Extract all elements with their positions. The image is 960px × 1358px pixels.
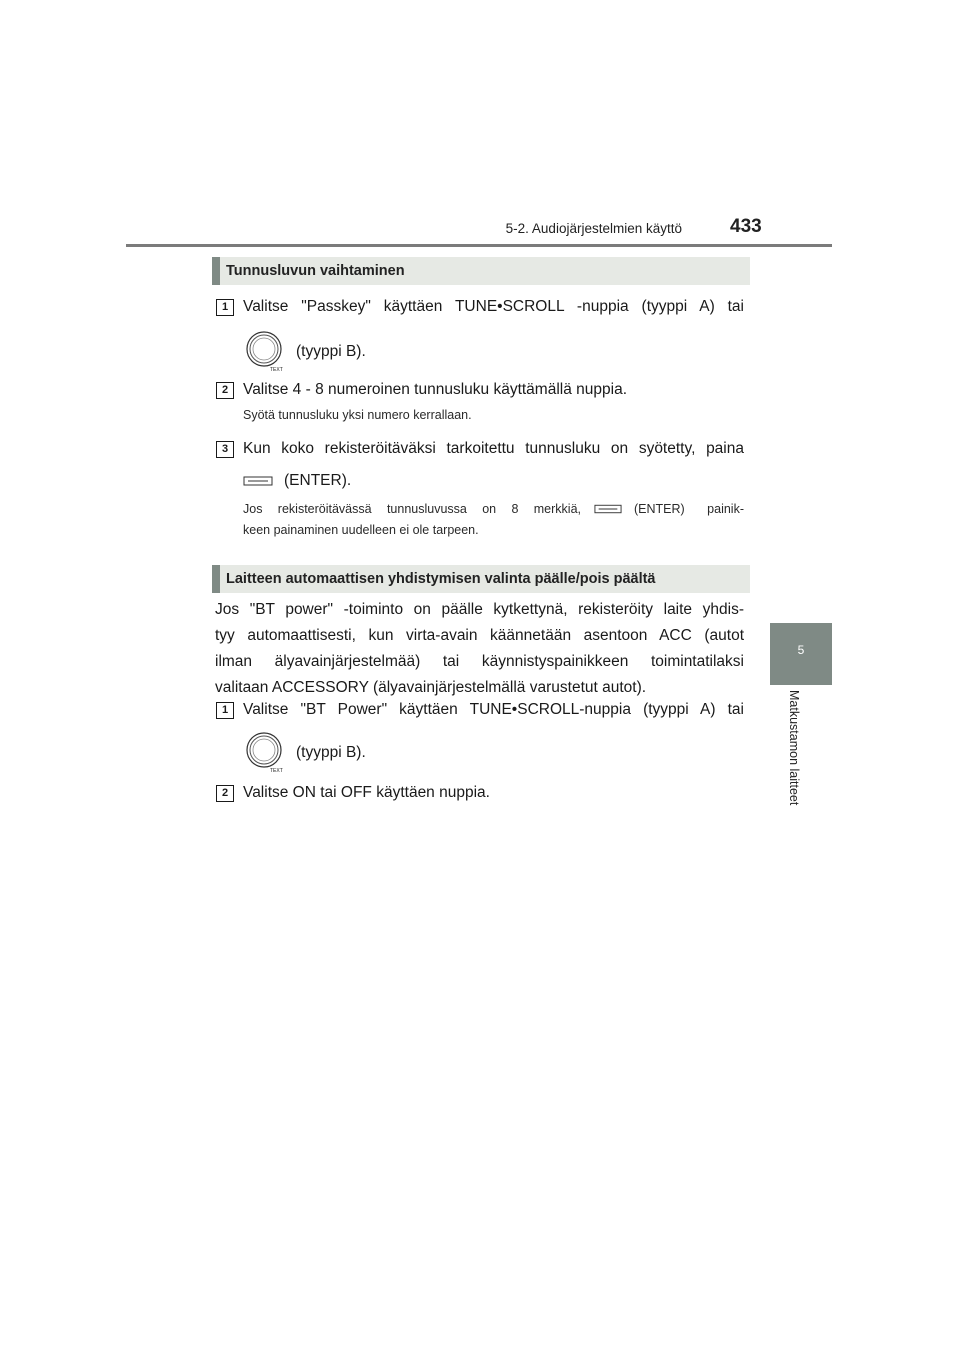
step-number-badge: 2 xyxy=(216,382,234,399)
step-number-badge: 1 xyxy=(216,702,234,719)
knob-label: TEXT xyxy=(270,768,283,774)
step-note: Syötä tunnusluku yksi numero kerrallaan. xyxy=(243,408,472,422)
step-text: Valitse "BT Power" käyttäen TUNE•SCROLL-nuppia (tyyppi A) tai xyxy=(243,701,744,718)
chapter-side-tab xyxy=(770,623,832,685)
step-note: Jos rekisteröitävässä tunnusluvussa on 8 merkkiä, xyxy=(243,502,581,516)
chapter-header-title: 5-2. Audiojärjestelmien käyttö xyxy=(505,221,682,236)
section-title: Laitteen automaattisen yhdistymisen valinta päälle/pois päältä xyxy=(226,571,656,587)
page-number: 433 xyxy=(730,216,762,237)
step-continuation: (tyyppi B). xyxy=(296,343,366,360)
step-note: keen painaminen uudelleen ei ole tarpeen. xyxy=(243,523,479,537)
intro-line: ilman älyavainjärjestelmää) tai käynnistyspainikkeen toimintatilaksi xyxy=(215,653,744,670)
intro-line: valitaan ACCESSORY (älyavainjärjestelmällä varustetut autot). xyxy=(215,679,647,696)
step-text: Valitse ON tai OFF käyttäen nuppia. xyxy=(243,784,490,801)
intro-line: tyy automaattisesti, kun virta-avain käännetään asentoon ACC (autot xyxy=(215,627,744,644)
enter-button-icon xyxy=(594,504,622,514)
chapter-number: 5 xyxy=(797,643,805,657)
section-title: Tunnusluvun vaihtaminen xyxy=(226,263,405,279)
step-text: Valitse 4 - 8 numeroinen tunnusluku käyttämällä nuppia. xyxy=(243,381,627,398)
section-heading-passkey xyxy=(212,257,750,285)
step-text: Valitse "Passkey" käyttäen TUNE•SCROLL -nuppia (tyyppi A) tai xyxy=(243,298,744,315)
step-text: Kun koko rekisteröitäväksi tarkoitettu tunnusluku on syötetty, paina xyxy=(243,440,744,457)
step-continuation: (ENTER). xyxy=(284,472,352,489)
tune-scroll-knob-icon xyxy=(243,730,289,774)
step-number-badge: 3 xyxy=(216,441,234,458)
intro-line: Jos "BT power" -toiminto on päälle kytkettynä, rekisteröity laite yhdis- xyxy=(215,601,744,618)
step-number-badge: 1 xyxy=(216,299,234,316)
tune-scroll-knob-icon xyxy=(243,329,289,373)
knob-label: TEXT xyxy=(270,367,283,373)
step-note: (ENTER) painik- xyxy=(634,502,744,516)
section-heading-auto-connect xyxy=(212,565,750,593)
step-continuation: (tyyppi B). xyxy=(296,744,366,761)
chapter-side-label-text: Matkustamon laitteet xyxy=(787,690,801,806)
step-number-badge: 2 xyxy=(216,785,234,802)
enter-button-icon xyxy=(243,476,273,486)
header-rule xyxy=(126,244,832,247)
